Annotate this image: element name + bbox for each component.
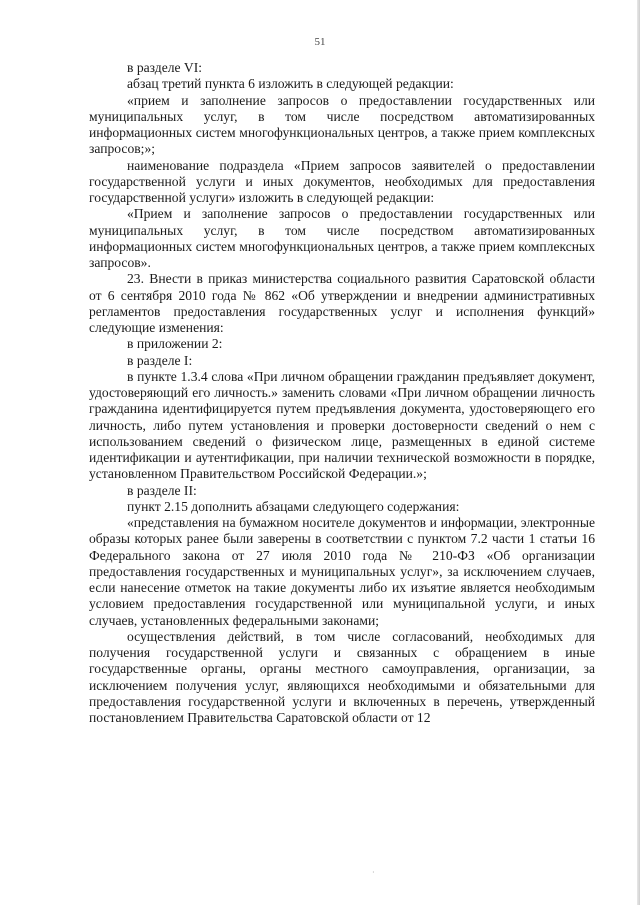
paragraph: в разделе II: [127,482,197,498]
paragraph: в разделе I: [127,352,193,368]
paragraph: наименование подраздела «Прием запросов заявителей о предоставлении государственной услуги и иных документов, необходимых для предоставления государственной услуги» изложить в следующей редакции: [89,157,595,205]
paragraph: «представления на бумажном носителе документов и информации, электронные образы которых ранее были заверены в соответствии с пунктом 7.2 части 1 статьи 16 Федерального закона от 27 июля 2010 года № 210-ФЗ «Об организации предоставления государственных и муниципальных услуг», за исключением случаев, если нанесение отметок на такие документы либо их изъятие является необходимым условием предоставления государственной или муниципальной услуги, и иных случаев, установленных федеральными законами; [89,515,595,628]
scan-speck: · [372,868,375,877]
paragraph: абзац третий пункта 6 изложить в следующей редакции: [127,76,454,92]
paragraph: 23. Внести в приказ министерства социального развития Саратовской области от 6 сентября 2010 года № 862 «Об утверждении и внедрении административных регламентов предоставления государственных услуг и исполнения функций» следующие изменения: [89,271,595,335]
paragraph: в пункте 1.3.4 слова «При личном обращении гражданин предъявляет документ, удостоверяющий его личность.» заменить словами «При личном обращении личность гражданина идентифицируется путем предъявления документа, удостоверяющего его личность, либо путем установления и проверки достоверности сведений о нем с использованием сведений о физическом лице, размещенных в единой системе идентификации и аутентификации, при наличии технической возможности в порядке, установленном Правительством Российской Федерации.»; [89,368,595,482]
paragraph: «прием и заполнение запросов о предоставлении государственных или муниципальных услуг, в том числе посредством автоматизированных информационных систем многофункциональных центров, а также прием комплексных запросов;»; [89,92,595,157]
paragraph: в приложении 2: [127,336,223,352]
document-body [89,60,595,726]
paragraph: в разделе VI: [127,60,203,75]
page-number: 51 [314,36,326,48]
paragraph: осуществления действий, в том числе согласований, необходимых для получения государственной услуги и связанных с обращением в иные государственные органы, органы местного самоуправления, организации, за исключением получения услуг, являющихся необходимыми и обязательными для предоставления государственной услуги и включенных в перечень, утвержденный постановлением Правительства Саратовской области от 12 [89,628,595,725]
paragraph: «Прием и заполнение запросов о предоставлении государственных или муниципальных услуг, в том числе посредством автоматизированных информационных систем многофункциональных центров, а также прием комплексных запросов». [89,206,595,270]
paragraph: пункт 2.15 дополнить абзацами следующего содержания: [127,498,460,514]
